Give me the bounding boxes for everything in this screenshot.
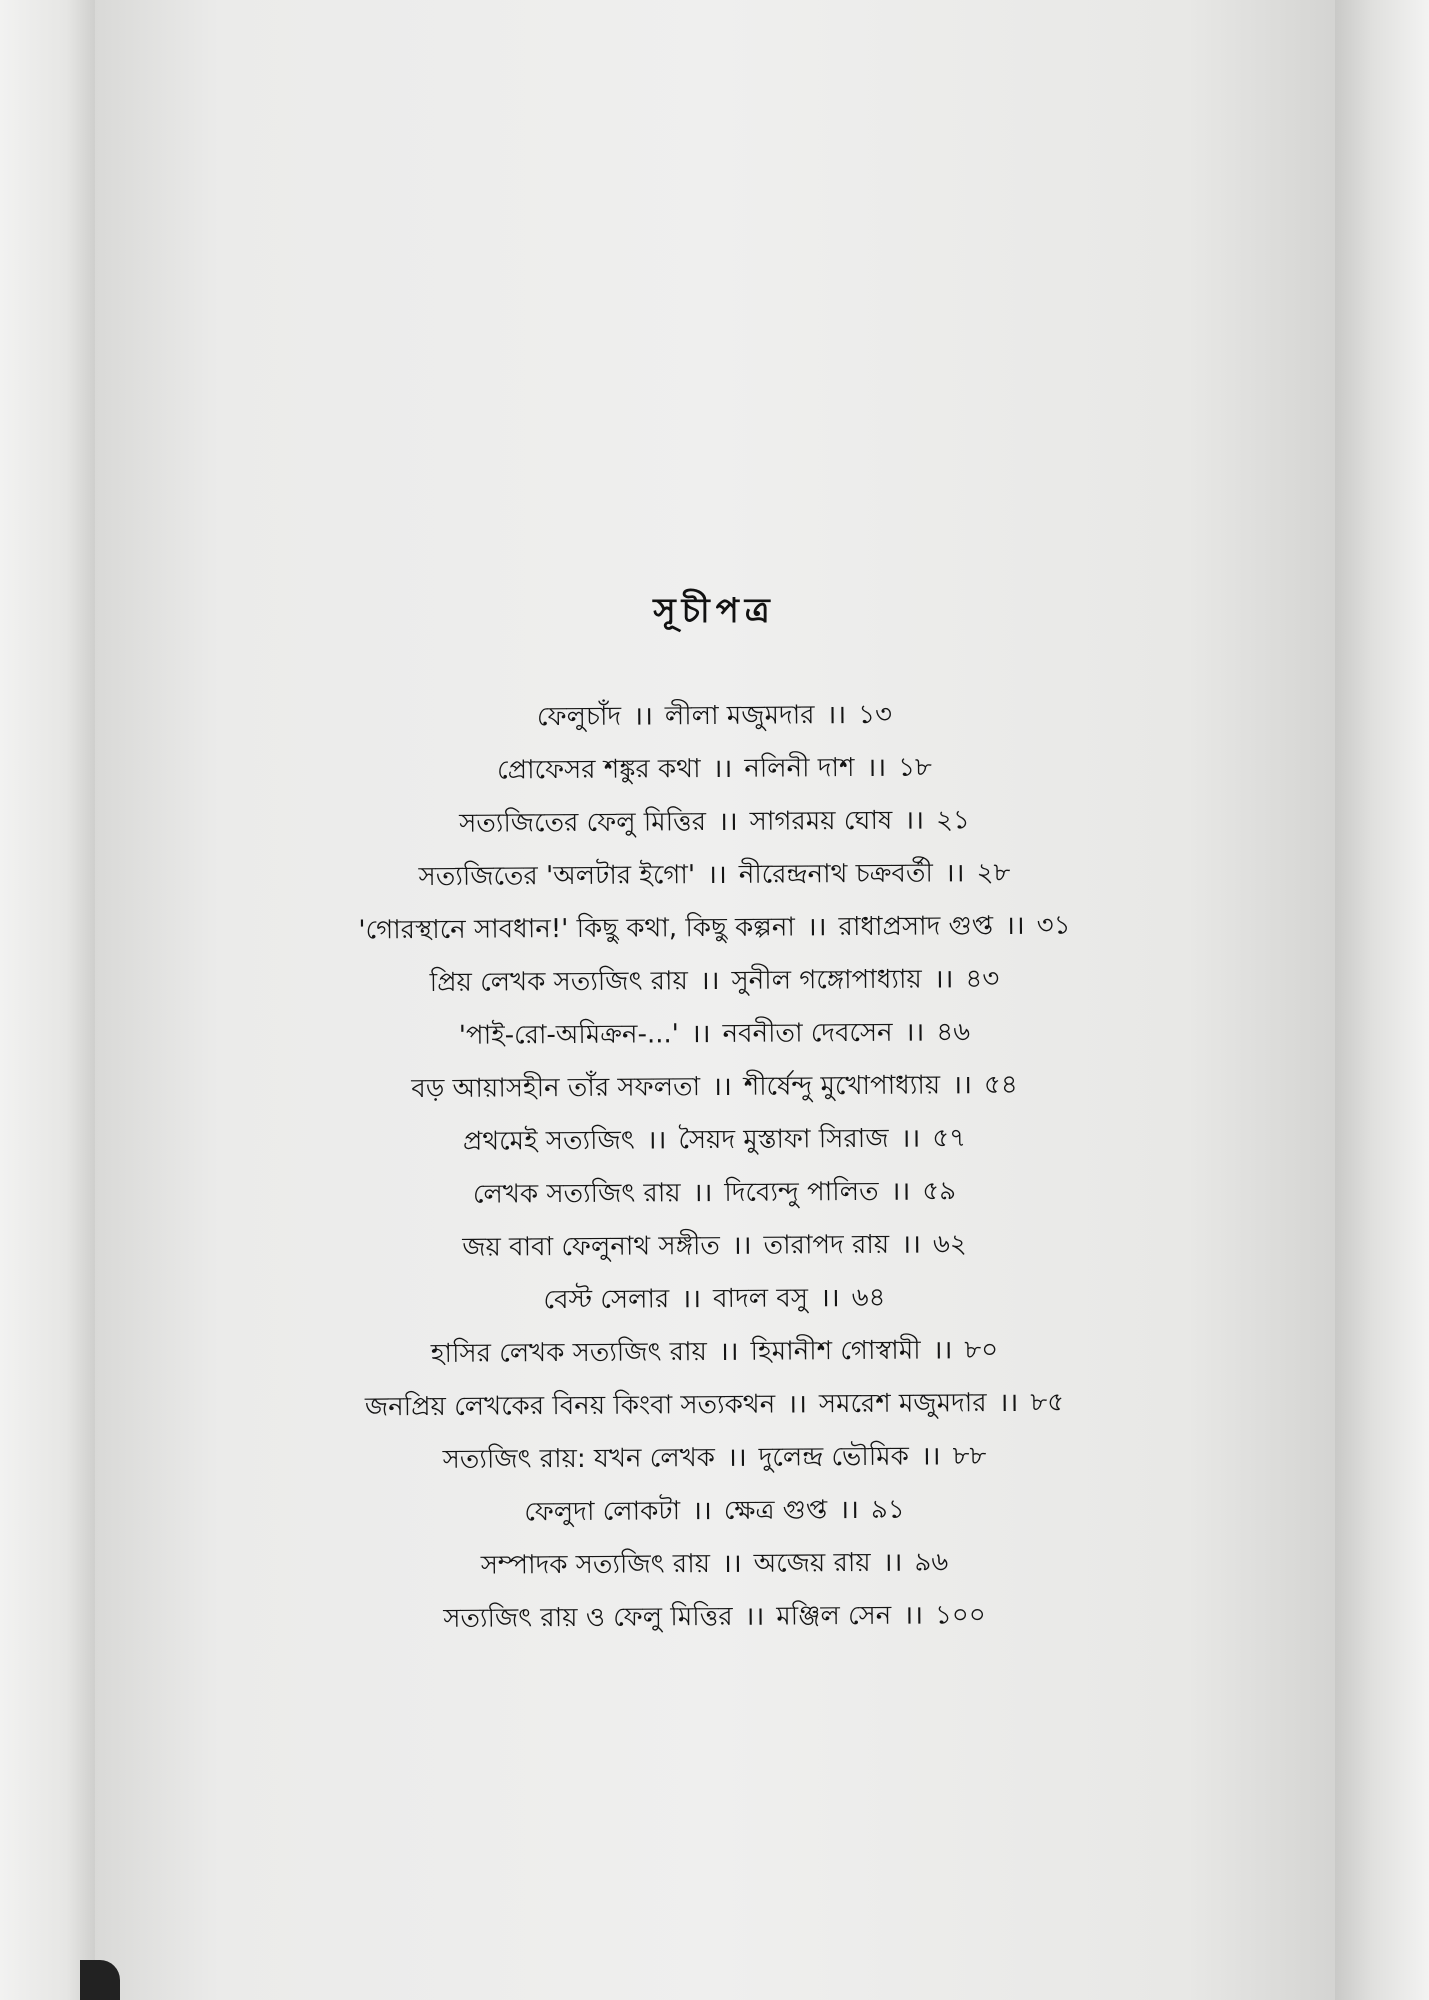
entry-author: মঞ্জিল সেন [776, 1600, 892, 1632]
entry-separator: ।। [699, 965, 720, 997]
entry-author: সমরেশ মজুমদার [818, 1388, 987, 1420]
entry-separator: ।। [690, 1019, 711, 1050]
entry-title: সত্যজিৎ রায় ও ফেলু মিত্তির [443, 1601, 733, 1634]
entry-separator: ।। [904, 805, 925, 836]
entry-separator: ।। [787, 1389, 808, 1420]
entry-separator: ।। [692, 1178, 713, 1209]
entry-page-number: ২১ [935, 805, 970, 836]
entry-separator: ।। [681, 1284, 702, 1315]
entry-title: 'পাই-রো-অমিক্রন-...' [458, 1019, 679, 1051]
entry-separator: ।। [826, 700, 847, 731]
entry-author: দুলেন্দ্র ভৌমিক [758, 1441, 909, 1473]
entry-page-number: ৫৭ [932, 1123, 967, 1154]
entry-page-number: ৬৪ [851, 1282, 886, 1314]
entry-title: প্রোফেসর শঙ্কুর কথা [496, 754, 701, 786]
entry-author: রাধাপ্রসাদ গুপ্ত [838, 911, 994, 943]
entry-author: বাদল বসু [712, 1283, 809, 1315]
entry-author: নলিনী দাশ [744, 753, 855, 784]
entry-page-number: ৩১ [1036, 910, 1071, 941]
entry-separator: ।। [903, 1600, 924, 1631]
entry-author: ক্ষেত্র গুপ্ত [723, 1495, 828, 1526]
toc-entry [0, 1586, 1429, 1649]
entry-separator: ।। [711, 1071, 732, 1103]
entry-separator: ।। [819, 1283, 840, 1314]
entry-title: জয় বাবা ফেলুনাথ সঙ্গীত [462, 1230, 720, 1263]
entry-title: সত্যজিতের ফেলু মিত্তির [459, 807, 707, 839]
entry-title: হাসির লেখক সত্যজিৎ রায় [430, 1337, 708, 1369]
entry-separator: ।। [932, 1335, 953, 1366]
entry-separator: ।। [744, 1601, 765, 1632]
entry-separator: ।। [904, 1017, 925, 1048]
entry-author: দিব্যেন্দু পালিত [724, 1176, 879, 1208]
entry-page-number: ৯৬ [914, 1547, 949, 1578]
entry-separator: ।। [920, 1441, 941, 1472]
entry-author: সৈয়দ মুস্তাফা সিরাজ [678, 1123, 889, 1156]
entry-title: ফেলুচাঁদ [536, 701, 622, 733]
entry-author: শীর্ষেন্দু মুখোপাধ্যায় [743, 1070, 941, 1102]
entry-separator: ।। [712, 753, 733, 785]
entry-separator: ।। [633, 701, 653, 732]
entry-page-number: ১৮ [898, 752, 932, 783]
entry-separator: ।। [718, 1336, 739, 1367]
entry-title: ফেলুদা লোকটা [524, 1496, 681, 1528]
entry-separator: ।। [1004, 910, 1025, 941]
entry-separator: ।। [839, 1494, 860, 1526]
entry-separator: ।। [731, 1230, 752, 1261]
entry-author: সাগরময় ঘোষ [749, 805, 893, 837]
entry-page-number: ২৮ [976, 857, 1011, 889]
entry-separator: ।। [998, 1387, 1019, 1419]
entry-separator: ।। [706, 859, 727, 891]
entry-title: প্রিয় লেখক সত্যজিৎ রায় [429, 966, 688, 998]
entry-separator: ।। [890, 1176, 911, 1207]
entry-page-number: ৬২ [932, 1229, 967, 1260]
entry-page-number: ৫৯ [922, 1176, 957, 1207]
entry-separator: ।। [691, 1496, 712, 1527]
page-title: সূচীপত্র [653, 591, 776, 631]
entry-title: লেখক সত্যজিৎ রায় [472, 1178, 681, 1210]
entry-page-number: ৯১ [870, 1494, 905, 1525]
page-corner-shadow [80, 1960, 120, 2000]
entry-author: লীলা মজুমদার [664, 700, 815, 732]
entry-separator: ।। [721, 1548, 742, 1579]
entry-title: সম্পাদক সত্যজিৎ রায় [480, 1549, 711, 1581]
table-of-contents [0, 690, 1429, 1644]
entry-page-number: ১০০ [934, 1600, 986, 1631]
entry-separator: ।। [717, 806, 738, 837]
entry-separator: ।। [646, 1125, 667, 1156]
entry-page-number: ৮৮ [952, 1441, 987, 1472]
entry-title: 'গোরস্থানে সাবধান!' কিছু কথা, কিছু কল্পনা [358, 912, 795, 946]
entry-separator: ।। [882, 1547, 903, 1578]
entry-author: নবনীতা দেবসেন [722, 1017, 893, 1049]
entry-separator: ।। [866, 752, 887, 783]
entry-page-number: ১৩ [858, 699, 893, 730]
entry-title: প্রথমেই সত্যজিৎ [462, 1125, 635, 1157]
entry-title: বেস্ট সেলার [543, 1284, 670, 1316]
entry-title: জনপ্রিয় লেখকের বিনয় কিংবা সত্যকথন [364, 1389, 776, 1423]
entry-separator: ।। [901, 1229, 922, 1260]
entry-page-number: ৮০ [964, 1335, 999, 1366]
entry-author: সুনীল গঙ্গোপাধ্যায় [731, 964, 922, 996]
entry-page-number: ৪৩ [965, 964, 1000, 995]
entry-separator: ।। [944, 858, 965, 889]
entry-separator: ।। [933, 964, 954, 995]
entry-separator: ।। [952, 1070, 973, 1101]
entry-title: সত্যজিতের 'অলটার ইগো' [418, 860, 696, 893]
entry-author: অজেয় রায় [753, 1547, 871, 1579]
entry-separator: ।। [806, 912, 827, 943]
entry-author: তারাপদ রায় [763, 1229, 890, 1261]
entry-author: হিমানীশ গোস্বামী [750, 1335, 921, 1367]
entry-page-number: ৪৬ [936, 1017, 971, 1048]
entry-author: নীরেন্দ্রনাথ চক্রবর্তী [738, 858, 933, 890]
entry-page-number: ৫৪ [983, 1069, 1018, 1101]
entry-page-number: ৮৫ [1030, 1387, 1065, 1418]
entry-title: সত্যজিৎ রায়: যখন লেখক [442, 1442, 716, 1475]
entry-title: বড় আয়াসহীন তাঁর সফলতা [411, 1072, 701, 1105]
entry-separator: ।। [900, 1123, 921, 1154]
entry-separator: ।। [726, 1442, 747, 1473]
